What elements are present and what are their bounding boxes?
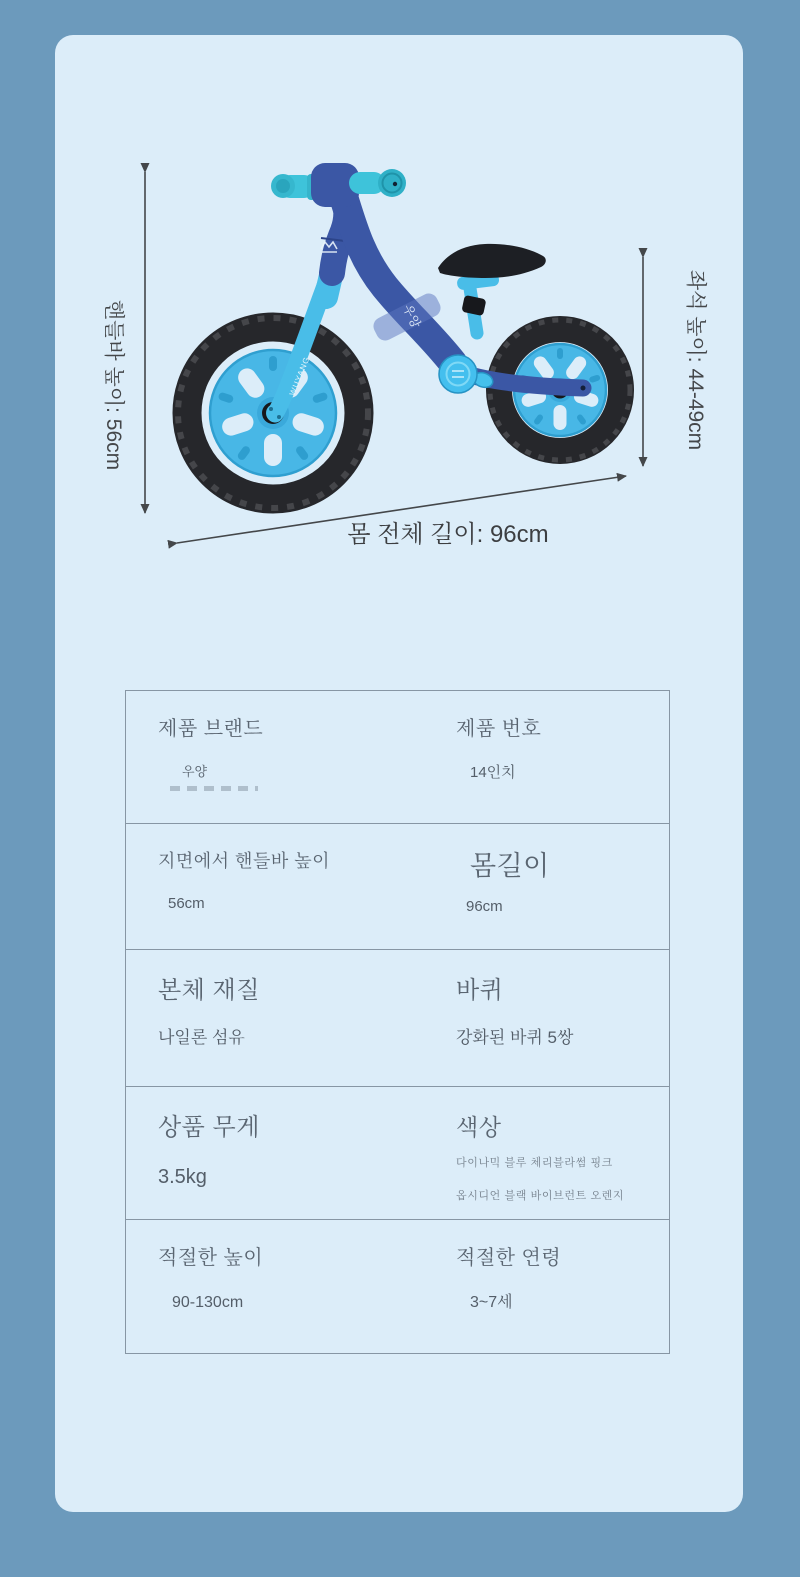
spec-label: 지면에서 핸들바 높이 <box>158 851 330 871</box>
frame-badge <box>439 355 495 393</box>
spec-value: 90-130cm <box>172 1294 244 1311</box>
spec-weight <box>126 1087 456 1220</box>
spec-value: 14인치 <box>470 764 516 781</box>
erased-text-smudge <box>170 786 258 791</box>
total-length-label: 몸 전체 길이: 96cm <box>347 521 549 548</box>
spec-wheels <box>456 950 669 1086</box>
spec-label: 적절한 연령 <box>456 1247 562 1269</box>
spec-label: 바퀴 <box>456 977 504 1004</box>
spec-label: 본체 재질 <box>158 977 260 1004</box>
handlebar <box>271 163 406 207</box>
spec-brand <box>126 691 456 823</box>
table-row <box>126 691 669 823</box>
spec-body-material <box>126 950 456 1086</box>
bike-dimension-diagram <box>55 35 745 675</box>
handlebar-height-label: 핸들바 높이: 56cm <box>102 299 125 471</box>
table-row <box>126 1086 669 1219</box>
spec-value: 강화된 바퀴 5쌍 <box>456 1027 574 1047</box>
dimension-seat-height <box>643 257 707 466</box>
spec-label: 제품 브랜드 <box>158 718 264 740</box>
spec-table <box>125 690 670 1354</box>
table-row <box>126 949 669 1086</box>
dimension-handlebar-height <box>102 172 145 513</box>
spec-label: 몸길이 <box>470 851 550 881</box>
spec-handlebar-height <box>126 824 456 949</box>
spec-label: 색상 <box>456 1114 502 1140</box>
fork-brand-text: WUYANG <box>287 355 312 397</box>
spec-value: 3.5kg <box>158 1165 207 1188</box>
saddle-group <box>438 244 546 333</box>
spec-label: 적절한 높이 <box>158 1247 264 1269</box>
saddle <box>438 244 546 278</box>
spec-colors <box>456 1087 669 1220</box>
spec-value: 우양 <box>182 764 208 779</box>
spec-body-length <box>456 824 669 949</box>
spec-label: 상품 무게 <box>158 1114 260 1141</box>
spec-suitable-height <box>126 1220 456 1353</box>
spec-color-option: 옵시디언 블랙 바이브런트 오렌지 <box>456 1190 625 1203</box>
spec-model-number <box>456 691 669 823</box>
product-panel <box>55 35 743 1512</box>
seat-height-label: 좌석 높이: 44-49cm <box>684 269 707 451</box>
spec-value: 56cm <box>168 894 205 912</box>
table-row <box>126 823 669 949</box>
spec-color-option: 다이나믹 블루 체리블라썸 핑크 <box>456 1157 613 1170</box>
table-row <box>126 1219 669 1353</box>
spec-suitable-age <box>456 1220 669 1353</box>
frame-logo-text: 우앙 <box>400 302 424 331</box>
spec-label: 제품 번호 <box>456 718 542 740</box>
spec-value: 3~7세 <box>470 1294 513 1311</box>
spec-value: 나일론 섬유 <box>158 1027 245 1047</box>
spec-value: 96cm <box>466 898 503 916</box>
